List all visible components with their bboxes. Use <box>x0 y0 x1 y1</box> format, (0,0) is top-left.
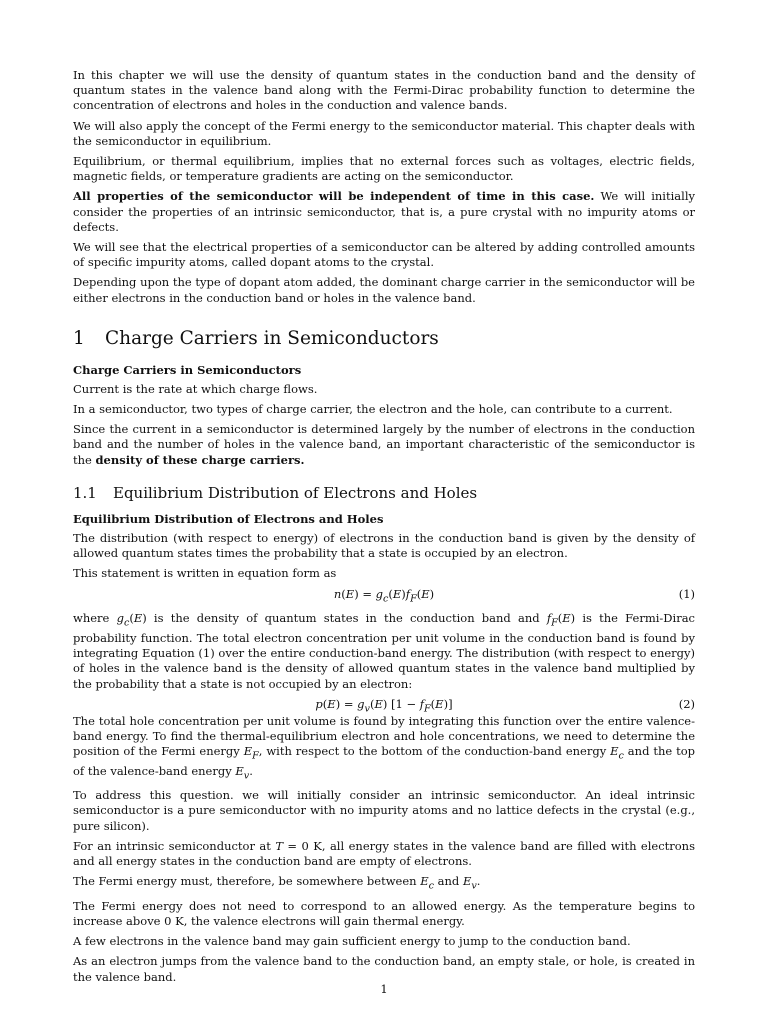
intro-paragraph-2: We will also apply the concept of the Fermi energy to the semiconductor material. This chapter deals with the semiconductor in equilibrium. <box>73 118 695 148</box>
section-1-1-paragraph-8: The Fermi energy does not need to correspond to an allowed energy. As the temperature begins to increase above 0 K, the valence electrons will gain thermal energy. <box>73 898 695 928</box>
section-1-1-paragraph-1: The distribution (with respect to energy) of electrons in the conduction band is given by the density of allowed quantum states times the probability that a state is occupied by an electron. <box>73 530 695 561</box>
section-1-1-paragraph-10: As an electron jumps from the valence band to the conduction band, an empty stale, or hole, is created in the valence band. <box>73 954 695 984</box>
page-number: 1 <box>380 982 388 996</box>
section-1-1-paragraph-5: To address this question. we will initially consider an intrinsic semiconductor. An ideal intrinsic semiconductor is a pure semiconductor with no impurity atoms and no lattice defects in the crystal (e.g., pure silicon). <box>73 788 695 833</box>
intro-paragraph-5: We will see that the electrical properties of a semiconductor can be altered by adding controlled amounts of specific impurity atoms, called dopant atoms to the crystal. <box>73 240 695 270</box>
section-1-paragraph-2: In a semiconductor, two types of charge carrier, the electron and the hole, can contribute to a current. <box>73 402 673 417</box>
section-1-1-heading: 1.1 Equilibrium Distribution of Electrons and Holes <box>73 483 478 502</box>
section-1-run-head: Charge Carriers in Semiconductors <box>73 362 302 377</box>
equation-1-expression: $n(E) = g_c(E)f_F(E)$ <box>333 587 435 605</box>
section-1-1-paragraph-7: The Fermi energy must, therefore, be somewhere between $E_c$ and $E_v$. <box>73 874 481 892</box>
equation-2-expression: $p(E) = g_v(E) [1 - f_F(E)]$ <box>315 696 453 715</box>
section-1-paragraph-1: Current is the rate at which charge flows. <box>73 381 318 396</box>
equation-2-number: (2) <box>678 696 695 711</box>
intro-paragraph-1: In this chapter we will use the density of quantum states in the conduction band and the density of quantum states in the valence band along with the Fermi-Dirac probability function to determine the concentration of electrons and holes in the conduction and valence bands. <box>73 68 695 113</box>
section-1-1-run-head: Equilibrium Distribution of Electrons and Holes <box>73 511 384 526</box>
section-1-1-paragraph-3: where $g_c(E)$ is the density of quantum states in the conduction band and $f_F(E)$ is the Fermi-Dirac probability function. The total electron concentration per unit volume in the conduction band is found by integrating Equation (1) over the entire conduction-band energy. The distribution (with respect to energy) of holes in the valence band is the density of allowed quantum states in the valence band multiplied by the probability that a state is not occupied by an electron: <box>73 611 695 691</box>
intro-paragraph-6: Depending upon the type of dopant atom added, the dominant charge carrier in the semiconductor will be either electrons in the conduction band or holes in the valence band. <box>73 275 695 305</box>
section-1-heading: 1 Charge Carriers in Semiconductors <box>73 327 439 349</box>
equation-2 <box>73 696 695 715</box>
equation-1 <box>73 586 695 603</box>
intro-bold-statement: All properties of the semiconductor will be independent of time in this case. <box>73 189 595 204</box>
intro-paragraph-4: All properties of the semiconductor will be independent of time in this case. We will initially consider the properties of an intrinsic semiconductor, that is, a pure crystal with no impurity atoms or defects. <box>73 189 695 234</box>
intro-paragraph-3: Equilibrium, or thermal equilibrium, implies that no external forces such as voltages, electric fields, magnetic fields, or temperature gradients are acting on the semiconductor. <box>73 154 695 184</box>
section-1-1-paragraph-6: For an intrinsic semiconductor at T = 0 K, all energy states in the valence band are filled with electrons and all energy states in the conduction band are empty of electrons. <box>73 838 695 868</box>
section-1-paragraph-3: Since the current in a semiconductor is determined largely by the number of electrons in the conduction band and the number of holes in the valence band, an important characteristic of the semiconductor is the density of these charge carriers. <box>73 422 695 467</box>
section-1-1-paragraph-9: A few electrons in the valence band may gain sufficient energy to jump to the conduction band. <box>73 934 631 949</box>
section-1-1-paragraph-4: The total hole concentration per unit volume is found by integrating this function over the entire valence-band energy. To find the thermal-equilibrium electron and hole concentrations, we need to determine the position of the Fermi energy $E_F$, with respect to the bottom of the conduction-band energy $E_c$ and the top of the valence-band energy $E_v$. <box>73 713 695 781</box>
section-1-1-paragraph-2: This statement is written in equation form as <box>73 566 337 581</box>
equation-1-number: (1) <box>678 587 695 602</box>
